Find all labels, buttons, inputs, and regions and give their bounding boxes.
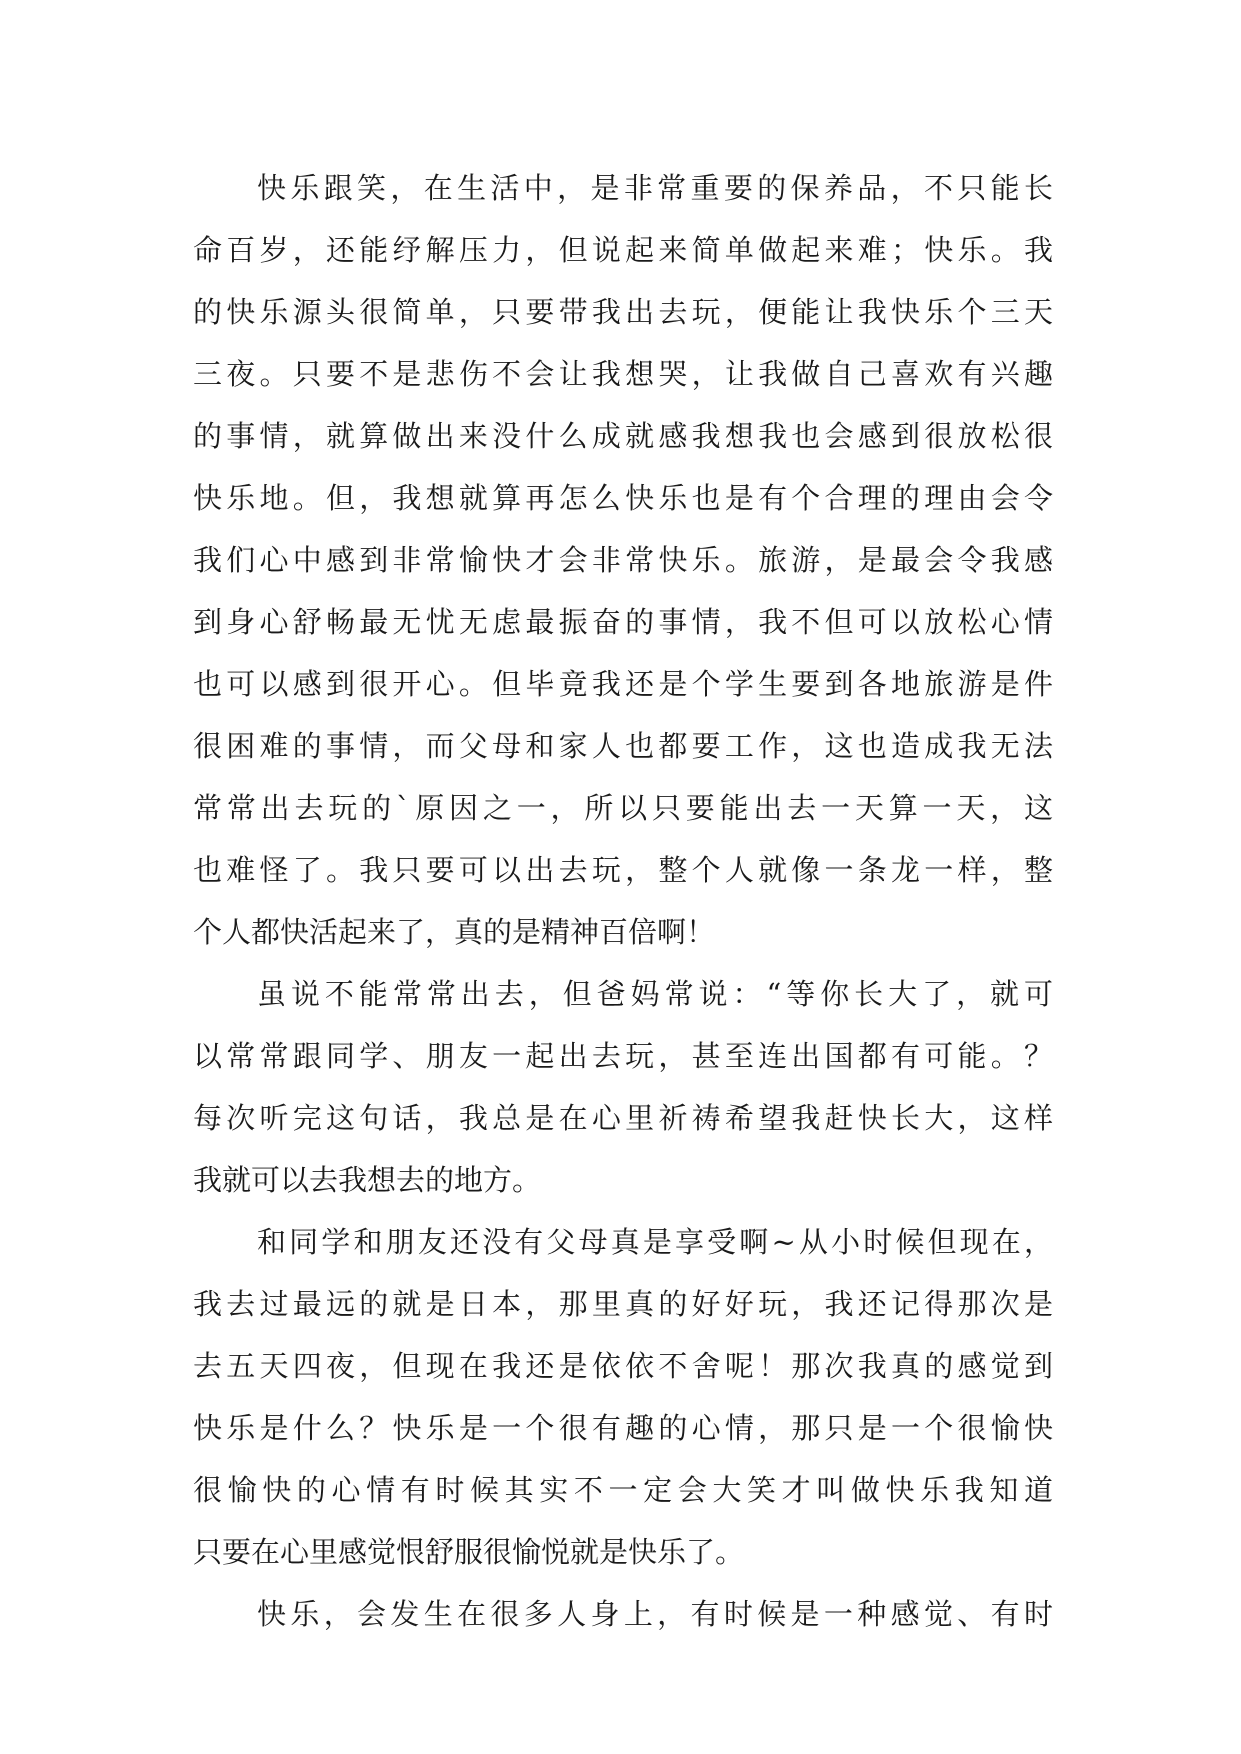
text-line: 我就可以去我想去的地方。: [193, 1163, 542, 1197]
text-line: 很愉快的心情有时候其实不一定会大笑才叫做快乐我知道: [193, 1473, 1053, 1507]
text-line: 的事情，就算做出来没什么成就感我想我也会感到很放松很: [193, 419, 1053, 453]
text-line: 以常常跟同学、朋友一起出去玩，甚至连出国都有可能。？: [193, 1039, 1053, 1073]
text-line: 命百岁，还能纾解压力，但说起来简单做起来难；快乐。我: [193, 233, 1053, 267]
text-line: 的快乐源头很简单，只要带我出去玩，便能让我快乐个三天: [193, 295, 1053, 329]
text-line: 很困难的事情，而父母和家人也都要工作，这也造成我无法: [193, 729, 1053, 763]
text-line: 快乐跟笑，在生活中，是非常重要的保养品，不只能长: [257, 171, 1053, 205]
text-line: 每次听完这句话，我总是在心里祈祷希望我赶快长大，这样: [193, 1101, 1053, 1135]
text-line: 快乐是什么？快乐是一个很有趣的心情，那只是一个很愉快: [193, 1411, 1053, 1445]
text-line: 到身心舒畅最无忧无虑最振奋的事情，我不但可以放松心情: [193, 605, 1053, 639]
text-line: 我去过最远的就是日本，那里真的好好玩，我还记得那次是: [193, 1287, 1053, 1321]
text-line: 去五天四夜，但现在我还是依依不舍呢！那次我真的感觉到: [193, 1349, 1053, 1383]
text-line: 我们心中感到非常愉快才会非常快乐。旅游，是最会令我感: [193, 543, 1053, 577]
text-line: 三夜。只要不是悲伤不会让我想哭，让我做自己喜欢有兴趣: [193, 357, 1053, 391]
text-line: 快乐地。但，我想就算再怎么快乐也是有个合理的理由会令: [193, 481, 1053, 515]
text-line: 常常出去玩的`原因之一，所以只要能出去一天算一天，这: [193, 791, 1053, 825]
text-line: 和同学和朋友还没有父母真是享受啊~从小时候但现在，: [257, 1225, 1053, 1259]
body-text: [193, 157, 1053, 1645]
text-line: 也难怪了。我只要可以出去玩，整个人就像一条龙一样，整: [193, 853, 1053, 887]
text-line: 快乐，会发生在很多人身上，有时候是一种感觉、有时: [257, 1597, 1053, 1631]
text-line: 虽说不能常常出去，但爸妈常说：“等你长大了，就可: [257, 977, 1053, 1011]
text-line: 只要在心里感觉恨舒服很愉悦就是快乐了。: [193, 1535, 745, 1569]
text-line: 个人都快活起来了，真的是精神百倍啊！: [193, 915, 716, 949]
text-line: 也可以感到很开心。但毕竟我还是个学生要到各地旅游是件: [193, 667, 1053, 701]
